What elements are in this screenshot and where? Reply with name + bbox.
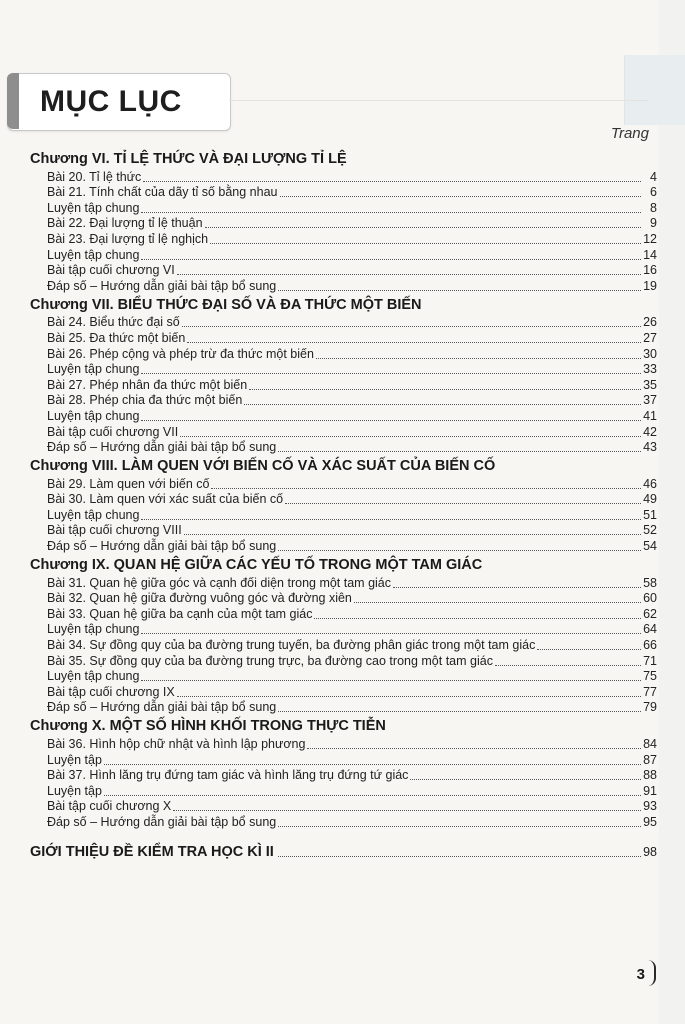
dot-leader [141,679,641,681]
dot-leader [141,372,641,374]
toc-entry[interactable] [30,814,657,830]
toc-entry[interactable] [30,185,657,201]
toc-entry[interactable] [30,575,657,591]
dot-leader [307,747,641,749]
dot-leader [278,549,641,551]
dot-leader [495,664,641,666]
toc-entry-label: Bài 27. Phép nhân đa thức một biến [47,377,248,392]
toc-entry[interactable] [30,247,657,263]
dot-leader [354,601,641,603]
toc-entry-page: 19 [643,278,657,293]
dot-leader [177,695,641,697]
toc-entry-page: 77 [643,684,657,699]
dot-leader [187,341,641,343]
page-number: 3 [636,966,645,983]
toc-entry[interactable] [30,591,657,607]
chapter-heading: Chương X. MỘT SỐ HÌNH KHỐI TRONG THỰC TIỄN [30,718,386,735]
toc-entry[interactable] [30,783,657,799]
toc-entry[interactable] [30,492,657,508]
toc-entry[interactable] [30,476,657,492]
toc-final-label: GIỚI THIỆU ĐỀ KIỂM TRA HỌC KÌ II [30,843,274,860]
toc-entry-page: 46 [643,476,657,491]
bleed-through-tab [624,55,685,125]
dot-leader [173,809,641,811]
toc-entry-page: 95 [643,814,657,829]
dot-leader [104,763,641,765]
toc-entry-page: 84 [643,737,657,751]
dot-leader [410,778,641,780]
toc-entry[interactable] [30,231,657,247]
toc-entry-label: Luyện tập [47,752,102,767]
toc-entry-page: 75 [643,669,657,684]
toc-entry-page: 87 [643,752,657,767]
dot-leader [143,180,641,182]
chapter-heading: Chương IX. QUAN HỆ GIỮA CÁC YẾU TỐ TRONG MỘT TAM GIÁC [30,557,483,574]
toc-entry-page: 49 [643,492,657,507]
toc-entry-page: 42 [643,424,657,439]
toc-entry-label: Luyện tập chung [47,622,140,637]
title-rule [229,100,649,101]
toc-entry-label: Luyện tập [47,783,102,798]
toc-entry[interactable] [30,362,657,378]
toc-entry[interactable] [30,263,657,279]
toc-entry[interactable] [30,606,657,622]
toc-entry[interactable] [30,700,657,716]
toc-entry-label: Bài 30. Làm quen với xác suất của biến cố [47,492,284,507]
toc-entry-page: 41 [643,408,657,423]
toc-entry[interactable] [30,393,657,409]
toc-entry-page: 14 [643,247,657,262]
toc-entry[interactable] [30,377,657,393]
toc-entry-page: 64 [643,622,657,637]
toc-entry-page: 54 [643,539,657,554]
toc-entry-label: Luyện tập chung [47,669,140,684]
toc-entry[interactable] [30,169,657,185]
toc-entry-label: Bài 35. Sự đồng quy của ba đường trung trực, ba đường cao trong một tam giác [47,653,493,668]
toc-final-entry[interactable] [30,843,657,861]
dot-leader [314,617,641,619]
toc-entry[interactable] [30,346,657,362]
toc-entry[interactable] [30,408,657,424]
toc-entry[interactable] [30,200,657,216]
toc-entry[interactable] [30,637,657,653]
toc-entry-page: 26 [643,315,657,330]
toc-entry-page: 33 [643,362,657,377]
dot-leader [141,211,641,213]
dot-leader [210,242,641,244]
dot-leader [177,273,641,275]
toc-entry[interactable] [30,799,657,815]
toc-entry[interactable] [30,523,657,539]
dot-leader [278,289,641,291]
dot-leader [141,419,641,421]
toc-entry-page: 9 [650,216,657,231]
toc-entry-label: Bài 36. Hình hộp chữ nhật và hình lập phương [47,737,306,751]
dot-leader [278,710,641,712]
dot-leader [141,518,641,520]
dot-leader [278,450,641,452]
toc-entry[interactable] [30,768,657,784]
dot-leader [141,258,641,260]
dot-leader [285,502,641,504]
toc-entry-page: 30 [643,346,657,361]
toc-entry-page: 58 [643,575,657,590]
toc-entry-label: Bài tập cuối chương VI [47,263,175,278]
toc-entry-label: Bài tập cuối chương IX [47,684,175,699]
page-title: MỤC LỤC [40,85,182,118]
toc-entry-page: 43 [643,440,657,455]
toc-entry[interactable] [30,216,657,232]
toc-entry-page: 93 [643,799,657,814]
toc-entry-label: Bài tập cuối chương VIII [47,523,182,538]
toc-entry-label: Đáp số – Hướng dẫn giải bài tập bổ sung [47,814,277,829]
toc-entry-page: 4 [650,169,657,184]
dot-leader [211,487,641,489]
toc-entry-label: Đáp số – Hướng dẫn giải bài tập bổ sung [47,539,277,554]
toc-entry[interactable] [30,424,657,440]
toc-entry-label: Bài 34. Sự đồng quy của ba đường trung tuyến, ba đường phân giác trong một tam giác [47,638,536,653]
toc-entry-label: Luyện tập chung [47,247,140,262]
toc-entry-page: 62 [643,606,657,621]
chapter-heading: Chương VIII. LÀM QUEN VỚI BIẾN CỐ VÀ XÁC SUẤT CỦA BIẾN CỐ [30,458,496,475]
toc-entry-page: 16 [643,263,657,278]
toc-final-page: 98 [643,844,657,859]
toc-entry-page: 66 [643,638,657,653]
toc-entry-label: Bài 21. Tính chất của dãy tỉ số bằng nhau [47,185,278,200]
toc-entry-page: 27 [643,330,657,345]
toc-entry-label: Đáp số – Hướng dẫn giải bài tập bổ sung [47,278,277,293]
dot-leader [316,357,641,359]
toc-entry-page: 52 [643,523,657,538]
toc-entry[interactable] [30,278,657,294]
page-edge-shade [659,0,685,1024]
toc-entry-label: Bài 33. Quan hệ giữa ba cạnh của một tam giác [47,606,313,621]
dot-leader [141,632,641,634]
dot-leader [278,855,641,857]
chapter-heading: Chương VI. TỈ LỆ THỨC VÀ ĐẠI LƯỢNG TỈ LỆ [30,151,347,167]
toc-entry-label: Bài 26. Phép cộng và phép trừ đa thức một biến [47,346,314,361]
toc-entry-label: Bài 29. Làm quen với biến cố [47,476,210,491]
toc-entry-page: 51 [643,507,657,522]
dot-leader [244,403,641,405]
chapter-heading: Chương VII. BIỂU THỨC ĐẠI SỐ VÀ ĐA THỨC MỘT BIẾN [30,296,422,313]
dot-leader [393,586,641,588]
dot-leader [537,648,641,650]
toc-entry-label: Bài 32. Quan hệ giữa đường vuông góc và đường xiên [47,591,352,606]
dot-leader [249,388,641,390]
dot-leader [278,825,641,827]
toc-entry-page: 37 [643,393,657,408]
toc-entry-page: 71 [643,653,657,668]
toc-entry-page: 60 [643,591,657,606]
toc-entry[interactable] [30,736,657,752]
toc-entry-label: Bài 28. Phép chia đa thức một biến [47,393,243,408]
toc-entry-label: Bài 25. Đa thức một biến [47,330,186,345]
toc-entry[interactable] [30,538,657,554]
toc-entry-label: Bài 37. Hình lăng trụ đứng tam giác và hình lăng trụ đứng tứ giác [47,768,409,783]
dot-leader [182,325,641,327]
toc-entry[interactable] [30,440,657,456]
toc-entry[interactable] [30,315,657,331]
page-number-bracket [648,960,656,986]
dot-leader [184,533,641,535]
toc-entry[interactable] [30,684,657,700]
toc-entry[interactable] [30,752,657,768]
toc-entry-page: 35 [643,377,657,392]
toc-entry-label: Bài 20. Tỉ lệ thức [47,169,142,184]
toc-entry[interactable] [30,622,657,638]
toc-entry-label: Luyện tập chung [47,507,140,522]
toc-entry-label: Bài tập cuối chương VII [47,424,179,439]
toc-entry-label: Bài 23. Đại lượng tỉ lệ nghịch [47,231,209,246]
toc-entry[interactable] [30,653,657,669]
toc-entry-label: Luyện tập chung [47,362,140,377]
toc-entry[interactable] [30,507,657,523]
dot-leader [280,195,642,197]
page-column-label: Trang [610,125,649,142]
toc-entry-label: Bài 22. Đại lượng tỉ lệ thuận [47,216,203,231]
toc-entry-page: 88 [643,768,657,783]
toc-entry-label: Bài 31. Quan hệ giữa góc và cạnh đối diện trong một tam giác [47,575,391,590]
toc-entry-page: 79 [643,700,657,715]
table-of-contents [30,148,657,861]
toc-entry-label: Đáp số – Hướng dẫn giải bài tập bổ sung [47,700,277,715]
dot-leader [205,226,641,228]
toc-entry-label: Đáp số – Hướng dẫn giải bài tập bổ sung [47,440,277,455]
dot-leader [180,435,641,437]
toc-entry-page: 91 [643,783,657,798]
toc-entry-page: 6 [650,185,657,200]
toc-entry-label: Luyện tập chung [47,200,140,215]
toc-entry-page: 8 [650,200,657,215]
toc-entry[interactable] [30,669,657,685]
toc-entry[interactable] [30,330,657,346]
dot-leader [104,794,641,796]
toc-entry-label: Bài 24. Biểu thức đại số [47,315,180,330]
title-accent-bar [7,73,19,129]
toc-entry-label: Bài tập cuối chương X [47,799,172,814]
toc-entry-page: 12 [643,231,657,246]
toc-entry-label: Luyện tập chung [47,408,140,423]
